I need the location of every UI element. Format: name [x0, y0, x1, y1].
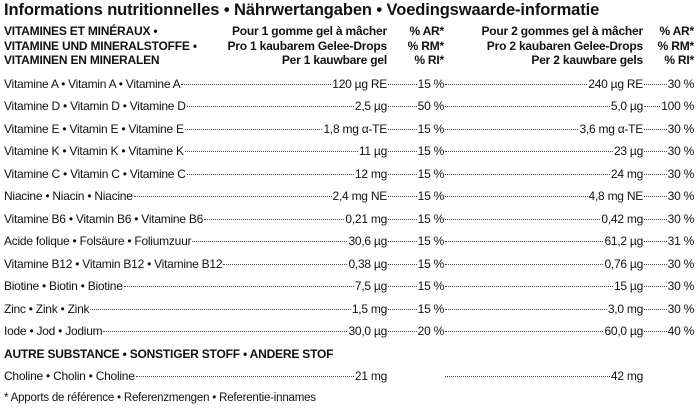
nutrient-name: Vitamine B12 • Vitamin B12 • Vitamine B12 — [4, 256, 223, 271]
amount-per-1: 21 mg — [354, 368, 387, 383]
header-group-label: VITAMINEN EN MINERALEN — [4, 53, 160, 67]
reference-pct-1: 15 % — [417, 301, 444, 316]
nutrient-name-cell — [4, 98, 387, 121]
nutrient-name-cell — [4, 323, 387, 346]
dot-leader — [388, 129, 417, 130]
reference-pct-1-cell — [387, 166, 444, 189]
dot-leader — [445, 196, 588, 197]
amount-per-2-cell — [444, 323, 643, 346]
amount-per-1: 2,5 µg — [354, 99, 387, 113]
amount-per-2-cell — [444, 76, 643, 99]
dot-leader — [388, 84, 417, 85]
header-pct-2: % RI* — [664, 53, 694, 67]
header-portion-1: Pro 1 kaubarem Gelee-Drops — [227, 38, 387, 53]
header-row-fr — [4, 24, 694, 39]
amount-per-1: 11 µg — [358, 144, 387, 158]
amount-per-2: 4,8 mg NE — [588, 189, 643, 203]
header-portion-1: Per 1 kauwbare gel — [281, 53, 387, 67]
nutrient-row — [4, 323, 694, 346]
column-header — [4, 24, 694, 68]
reference-pct-1: 15 % — [417, 121, 444, 136]
dot-leader — [388, 151, 417, 152]
amount-per-2: 240 µg RE — [588, 76, 643, 91]
header-portion-2: Pour 2 gommes gel à mâcher — [481, 24, 643, 38]
dot-leader — [445, 241, 603, 242]
amount-per-2-cell — [444, 278, 643, 301]
reference-pct-2-cell — [643, 278, 694, 301]
reference-pct-2-cell — [643, 211, 694, 234]
other-substance-table — [4, 368, 694, 391]
dot-leader — [644, 331, 667, 332]
dot-leader — [644, 264, 667, 265]
header-portion-1: Pour 1 gomme gel à mâcher — [231, 24, 387, 38]
dot-leader — [445, 264, 603, 265]
dot-leader — [185, 151, 358, 152]
reference-pct-2: 40 % — [667, 324, 694, 338]
dot-leader — [388, 309, 417, 310]
dot-leader — [181, 84, 331, 85]
nutrient-row — [4, 166, 694, 189]
dot-leader — [445, 174, 610, 175]
amount-per-1: 30,6 µg — [348, 234, 387, 248]
dot-leader — [644, 129, 667, 130]
amount-per-1: 0,21 mg — [345, 211, 387, 226]
amount-per-1: 12 mg — [354, 166, 387, 181]
reference-pct-2-cell — [643, 301, 694, 324]
nutrient-name: Vitamine A • Vitamin A • Vitamine A — [4, 76, 181, 91]
reference-pct-2-cell — [643, 76, 694, 99]
nutrient-name: Acide folique • Folsäure • Foliumzuur — [4, 234, 192, 248]
reference-pct-1: 15 % — [417, 256, 444, 271]
reference-pct-2: 30 % — [667, 189, 694, 203]
nutrient-name-cell — [4, 233, 387, 256]
reference-pct-1: 50 % — [417, 99, 444, 113]
reference-pct-1-cell — [387, 121, 444, 144]
dot-leader — [124, 286, 354, 287]
nutrient-row — [4, 256, 694, 279]
reference-pct-2: 30 % — [667, 256, 694, 271]
amount-per-2-cell — [444, 188, 643, 211]
amount-per-2-cell — [444, 143, 643, 166]
header-group-label: VITAMINES ET MINÉRAUX • — [4, 24, 158, 38]
amount-per-2: 24 mg — [610, 166, 643, 181]
amount-per-2-cell — [444, 301, 643, 324]
nutrient-name: Choline • Cholin • Choline — [4, 368, 135, 383]
dot-leader — [187, 174, 354, 175]
nutrient-name-cell — [4, 301, 387, 324]
header-pct-1: % AR* — [409, 24, 444, 38]
dot-leader — [644, 151, 667, 152]
dot-leader — [187, 106, 354, 107]
dot-leader — [644, 84, 667, 85]
nutrient-row — [4, 278, 694, 301]
nutrient-name-cell — [4, 143, 387, 166]
reference-pct-2: 31 % — [667, 234, 694, 248]
reference-pct-2-cell — [643, 323, 694, 346]
reference-pct-1-cell — [387, 98, 444, 121]
dot-leader — [388, 331, 417, 332]
reference-pct-2-cell — [643, 256, 694, 279]
dot-leader — [644, 196, 667, 197]
reference-pct-2-cell — [643, 188, 694, 211]
dot-leader — [445, 106, 610, 107]
amount-per-1: 120 µg RE — [332, 76, 387, 91]
header-group-label: VITAMINE UND MINERALSTOFFE • — [4, 38, 197, 53]
dot-leader — [388, 196, 417, 197]
amount-per-1: 1,8 mg α-TE — [323, 121, 387, 136]
dot-leader — [388, 286, 417, 287]
dot-leader — [445, 376, 610, 377]
amount-per-2-cell — [444, 368, 643, 391]
nutrient-row — [4, 188, 694, 211]
dot-leader — [388, 264, 417, 265]
dot-leader — [134, 196, 332, 197]
nutrient-name: Vitamine K • Vitamin K • Vitamine K — [4, 144, 184, 158]
reference-pct-1-cell — [387, 233, 444, 256]
dot-leader — [103, 331, 347, 332]
dot-leader — [644, 219, 667, 220]
reference-pct-2-cell — [643, 98, 694, 121]
amount-per-2-cell — [444, 98, 643, 121]
nutrient-name: Niacine • Niacin • Niacine — [4, 189, 133, 203]
reference-pct-1: 15 % — [417, 189, 444, 203]
dot-leader — [388, 241, 417, 242]
reference-pct-1-cell — [387, 143, 444, 166]
amount-per-2: 0,76 µg — [604, 256, 643, 271]
nutrient-name: Biotine • Biotin • Biotine — [4, 279, 123, 293]
nutrient-name: Iode • Jod • Jodium — [4, 324, 103, 338]
reference-pct-1: 15 % — [417, 166, 444, 181]
dot-leader — [185, 129, 323, 130]
dot-leader — [445, 219, 600, 220]
dot-leader — [644, 309, 667, 310]
dot-leader — [445, 286, 613, 287]
amount-per-2: 23 µg — [613, 144, 643, 158]
header-pct-2: % RM* — [657, 38, 694, 53]
reference-pct-1-cell — [387, 211, 444, 234]
dot-leader — [223, 264, 347, 265]
header-row-nl — [4, 53, 694, 68]
reference-pct-2: 30 % — [667, 279, 694, 293]
reference-pct-2: 30 % — [667, 76, 694, 91]
nutrient-name-cell — [4, 188, 387, 211]
nutrient-name: Zinc • Zink • Zink — [4, 301, 90, 316]
reference-pct-1: 15 % — [417, 76, 444, 91]
amount-per-2-cell — [444, 121, 643, 144]
reference-pct-1: 20 % — [417, 324, 444, 338]
reference-pct-1: 15 % — [417, 144, 444, 158]
amount-per-1: 0,38 µg — [348, 256, 387, 271]
dot-leader — [445, 151, 613, 152]
amount-per-2-cell — [444, 233, 643, 256]
dot-leader — [204, 219, 344, 220]
nutrient-name-cell — [4, 166, 387, 189]
dot-leader — [388, 106, 417, 107]
reference-pct-2: 100 % — [661, 99, 694, 113]
dot-leader — [644, 174, 667, 175]
dot-leader — [445, 84, 587, 85]
header-pct-2: % AR* — [659, 24, 694, 38]
amount-per-2: 61,2 µg — [604, 234, 643, 248]
nutrient-row — [4, 143, 694, 166]
header-pct-1: % RI* — [414, 53, 444, 67]
nutrient-name: Vitamine B6 • Vitamin B6 • Vitamine B6 — [4, 211, 204, 226]
nutrient-name-cell — [4, 211, 387, 234]
dot-leader — [644, 286, 667, 287]
amount-per-2-cell — [444, 211, 643, 234]
reference-pct-1-cell — [387, 301, 444, 324]
dot-leader — [136, 376, 354, 377]
nutrient-row — [4, 76, 694, 99]
nutrient-row — [4, 301, 694, 324]
nutrient-name-cell — [4, 368, 387, 391]
reference-pct-1: 15 % — [417, 234, 444, 248]
amount-per-2: 60,0 µg — [604, 324, 643, 338]
nutrient-row — [4, 98, 694, 121]
header-row-de — [4, 39, 694, 54]
nutrient-row — [4, 211, 694, 234]
reference-pct-2: 30 % — [667, 301, 694, 316]
panel-title: Informations nutritionnelles • Nährwertangaben • Voedingswaarde-informatie — [4, 1, 600, 19]
reference-pct-2-cell — [643, 143, 694, 166]
header-portion-2: Per 2 kauwbare gels — [531, 53, 643, 67]
amount-per-2: 3,6 mg α-TE — [579, 121, 643, 136]
reference-pct-1-cell — [387, 256, 444, 279]
nutrient-name-cell — [4, 121, 387, 144]
reference-pct-1-cell — [387, 188, 444, 211]
nutrient-name-cell — [4, 76, 387, 99]
amount-per-2-cell — [444, 166, 643, 189]
reference-pct-2: 30 % — [667, 144, 694, 158]
dot-leader — [388, 174, 417, 175]
nutrient-name-cell — [4, 278, 387, 301]
amount-per-1: 1,5 mg — [351, 301, 387, 316]
dot-leader — [192, 241, 347, 242]
nutrient-row — [4, 233, 694, 256]
amount-per-2: 3,0 mg — [607, 301, 643, 316]
dot-leader — [644, 241, 667, 242]
reference-pct-2-cell — [643, 121, 694, 144]
reference-pct-1-cell — [387, 76, 444, 99]
reference-pct-2: 30 % — [667, 211, 694, 226]
amount-per-2: 15 µg — [613, 279, 643, 293]
reference-pct-1: 15 % — [417, 279, 444, 293]
nutrient-name: Vitamine C • Vitamin C • Vitamine C — [4, 166, 186, 181]
dot-leader — [644, 106, 660, 107]
dot-leader — [90, 309, 351, 310]
nutrient-name: Vitamine D • Vitamin D • Vitamine D — [4, 99, 186, 113]
other-substance-heading: AUTRE SUBSTANCE • SONSTIGER STOFF • ANDERE STOF — [4, 346, 334, 361]
reference-pct-2: 30 % — [667, 121, 694, 136]
dot-leader — [445, 331, 603, 332]
nutrient-name-cell — [4, 256, 387, 279]
footnote: * Apports de référence • Referenzmengen • Referentie-innames — [4, 392, 316, 404]
reference-pct-2-cell — [643, 166, 694, 189]
reference-pct-1: 15 % — [417, 211, 444, 226]
dot-leader — [388, 219, 417, 220]
reference-pct-1-cell — [387, 278, 444, 301]
amount-per-2: 5,0 µg — [610, 99, 643, 113]
dot-leader — [445, 309, 607, 310]
nutrient-table — [4, 76, 694, 346]
dot-leader — [445, 129, 578, 130]
reference-pct-2-cell — [643, 233, 694, 256]
amount-per-2-cell — [444, 256, 643, 279]
reference-pct-1-cell — [387, 323, 444, 346]
amount-per-2: 42 mg — [610, 368, 643, 383]
amount-per-1: 30,0 µg — [348, 324, 387, 338]
amount-per-1: 7,5 µg — [354, 279, 387, 293]
nutrient-name: Vitamine E • Vitamin E • Vitamine E — [4, 121, 184, 136]
amount-per-2: 0,42 mg — [601, 211, 643, 226]
amount-per-1: 2,4 mg NE — [332, 189, 387, 203]
nutrient-row — [4, 368, 694, 391]
header-portion-2: Pro 2 kaubaren Gelee-Drops — [486, 38, 643, 53]
nutrient-row — [4, 121, 694, 144]
reference-pct-2: 30 % — [667, 166, 694, 181]
header-pct-1: % RM* — [407, 38, 444, 53]
